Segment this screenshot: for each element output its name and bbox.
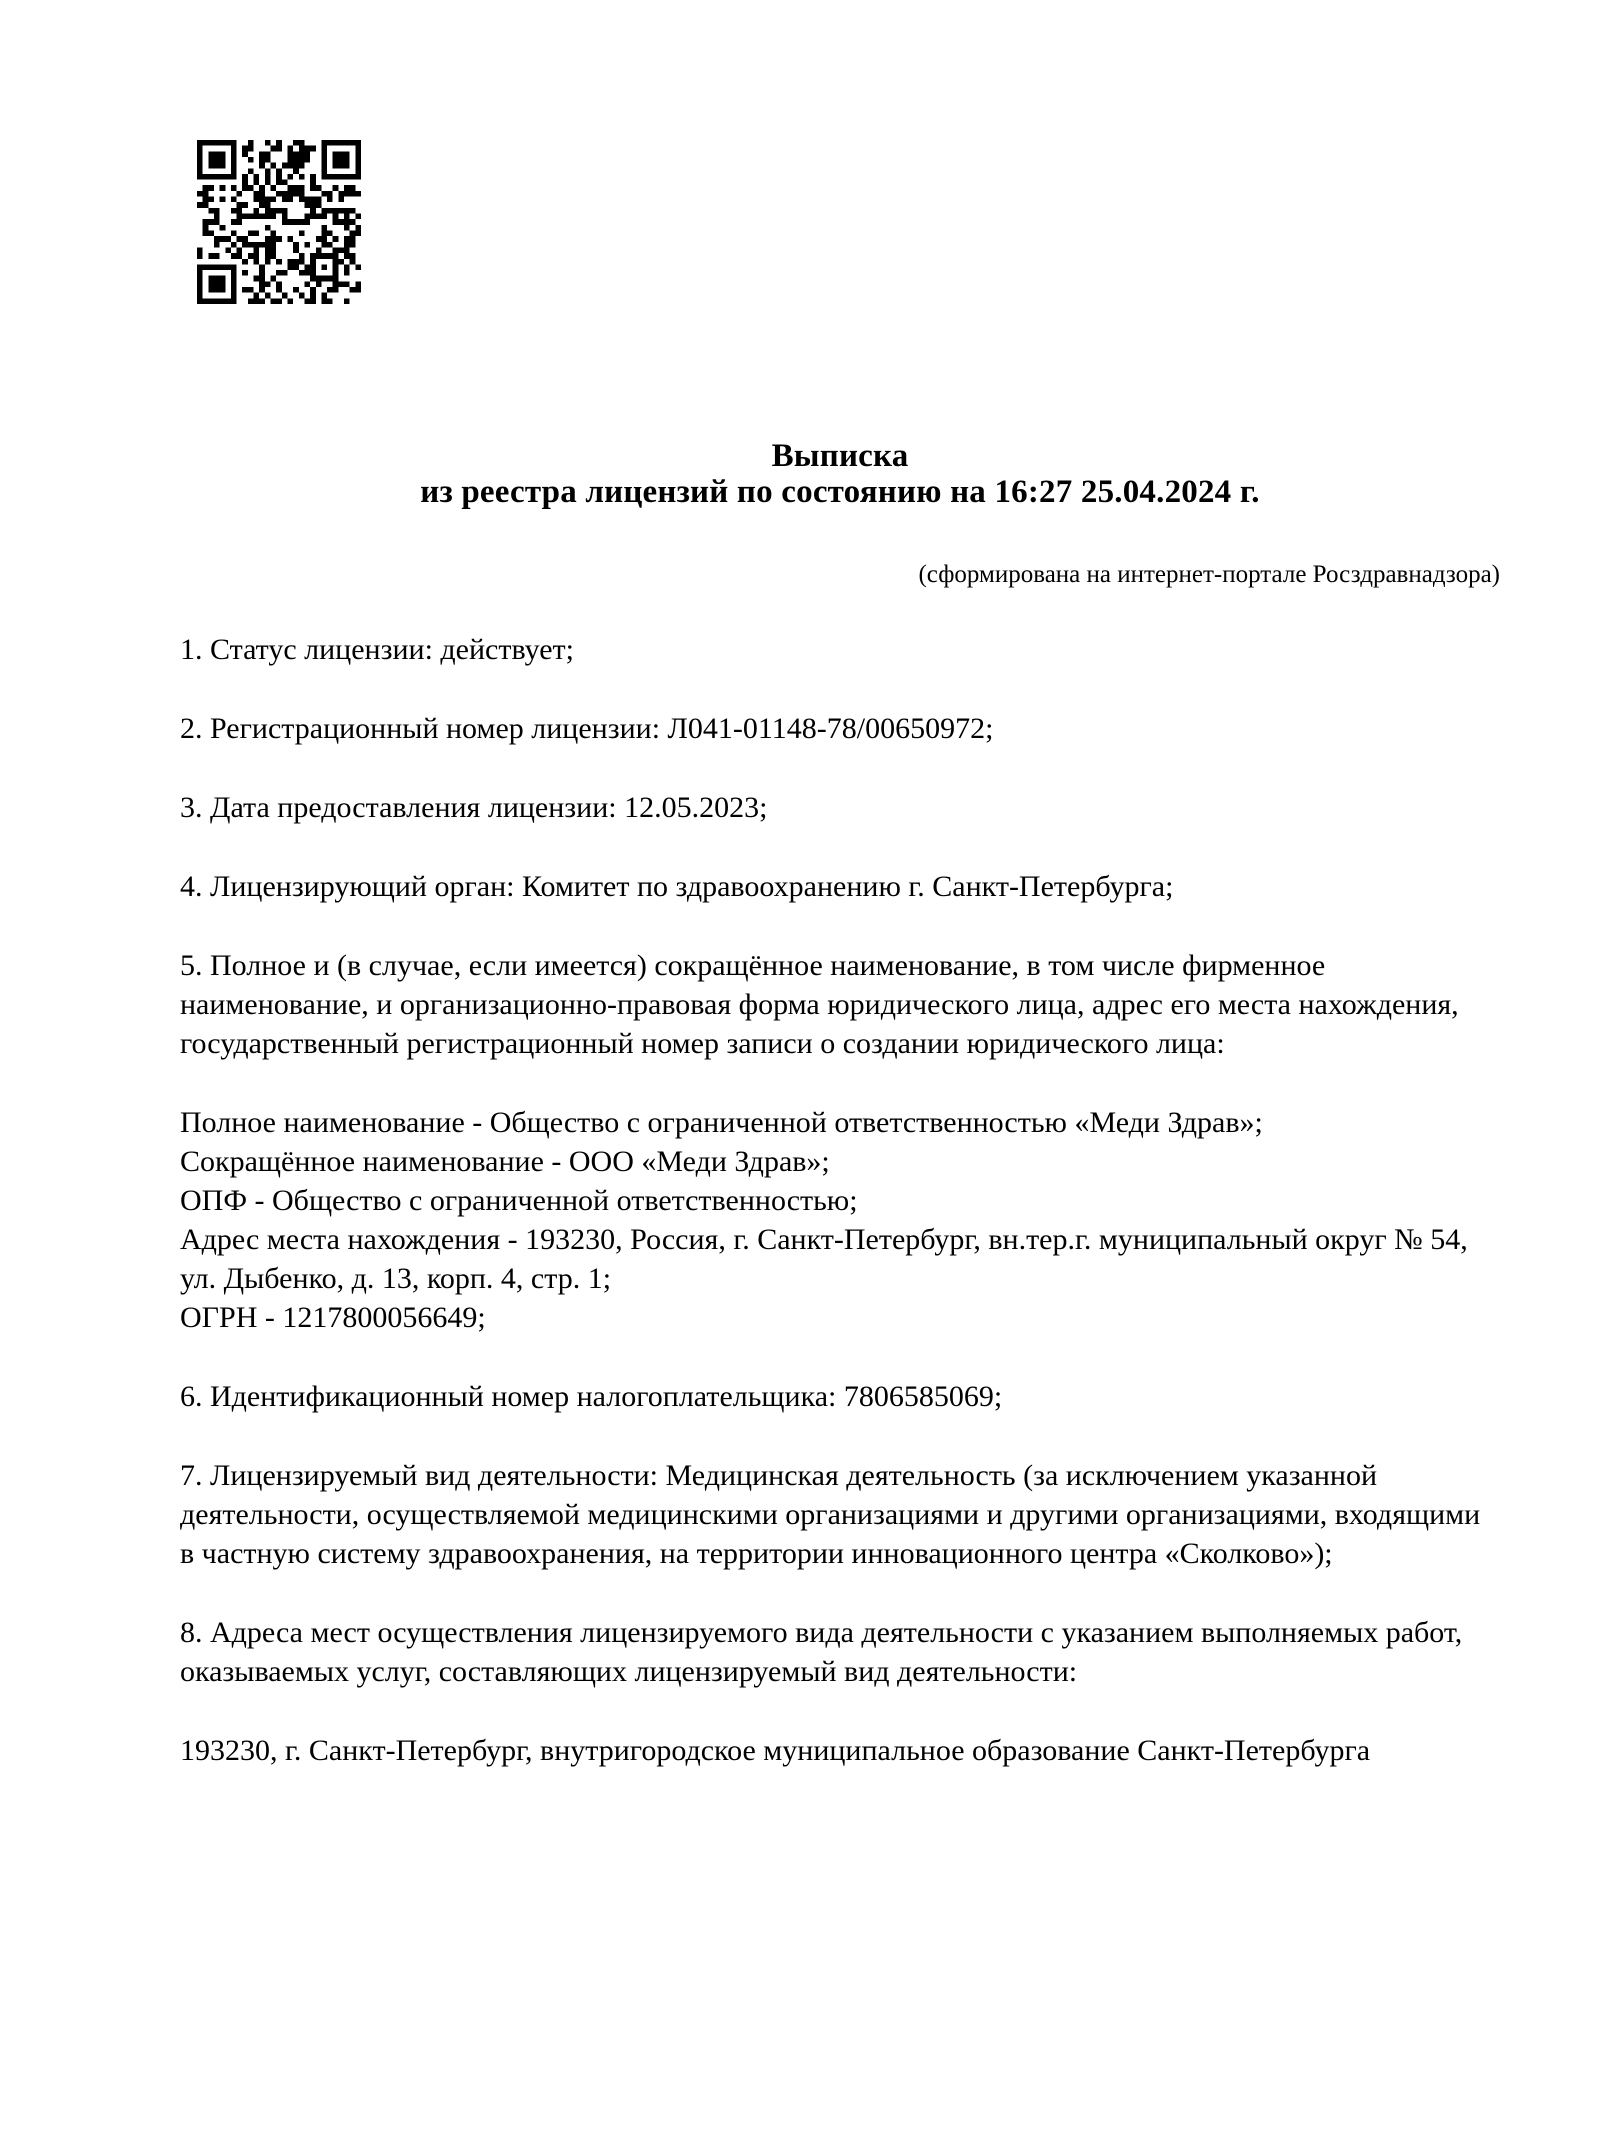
para-addresses-heading: 8. Адреса мест осуществления лицензируемого вида деятельности с указанием выполняемых работ, оказываемых услуг, составляющих лицензируемый вид деятельности: (180, 1616, 1463, 1688)
formation-note: (сформирована на интернет-портале Росздравнадзора) (918, 561, 1500, 588)
document-title (180, 438, 1500, 510)
org-full-name: Полное наименование - Общество с ограниченной ответственностью «Меди Здрав»; (180, 1106, 1263, 1139)
document-body (180, 0, 1500, 1770)
org-ogrn: ОГРН - 1217800056649; (180, 1301, 486, 1334)
title-line-2: из реестра лицензий по состоянию на 16:27 25.04.2024 г. (420, 474, 1260, 510)
para-registration-number: 2. Регистрационный номер лицензии: Л041-01148-78/00650972; (180, 712, 994, 745)
org-address: Адрес места нахождения - 193230, Россия, г. Санкт-Петербург, вн.тер.г. муниципальный округ № 54, ул. Дыбенко, д. 13, корп. 4, стр. 1; (180, 1223, 1468, 1295)
para-licensing-authority: 4. Лицензирующий орган: Комитет по здравоохранению г. Санкт-Петербурга; (180, 870, 1174, 903)
title-line-1: Выписка (771, 438, 909, 474)
org-legal-form: ОПФ - Общество с ограниченной ответственностью; (180, 1184, 858, 1217)
org-short-name: Сокращённое наименование - ООО «Меди Здрав»; (180, 1145, 830, 1178)
para-license-status: 1. Статус лицензии: действует; (180, 633, 574, 666)
organization-details (180, 1103, 1500, 1337)
para-inn: 6. Идентификационный номер налогоплательщика: 7806585069; (180, 1380, 1003, 1413)
para-grant-date: 3. Дата предоставления лицензии: 12.05.2023; (180, 791, 768, 824)
para-activity-address: 193230, г. Санкт-Петербург, внутригородское муниципальное образование Санкт-Петербурга (180, 1734, 1371, 1767)
para-name-heading: 5. Полное и (в случае, если имеется) сокращённое наименование, в том числе фирменное наименование, и организационно-правовая форма юридического лица, адрес его места нахождения, государственный регистрационный номер записи о создании юридического лица: (180, 949, 1459, 1060)
para-activity-type: 7. Лицензируемый вид деятельности: Медицинская деятельность (за исключением указанной деятельности, осуществляемой медицинскими организациями и другими организациями, входящими в частную систему здравоохранения, на территории инновационного центра «Сколково»); (180, 1459, 1481, 1570)
